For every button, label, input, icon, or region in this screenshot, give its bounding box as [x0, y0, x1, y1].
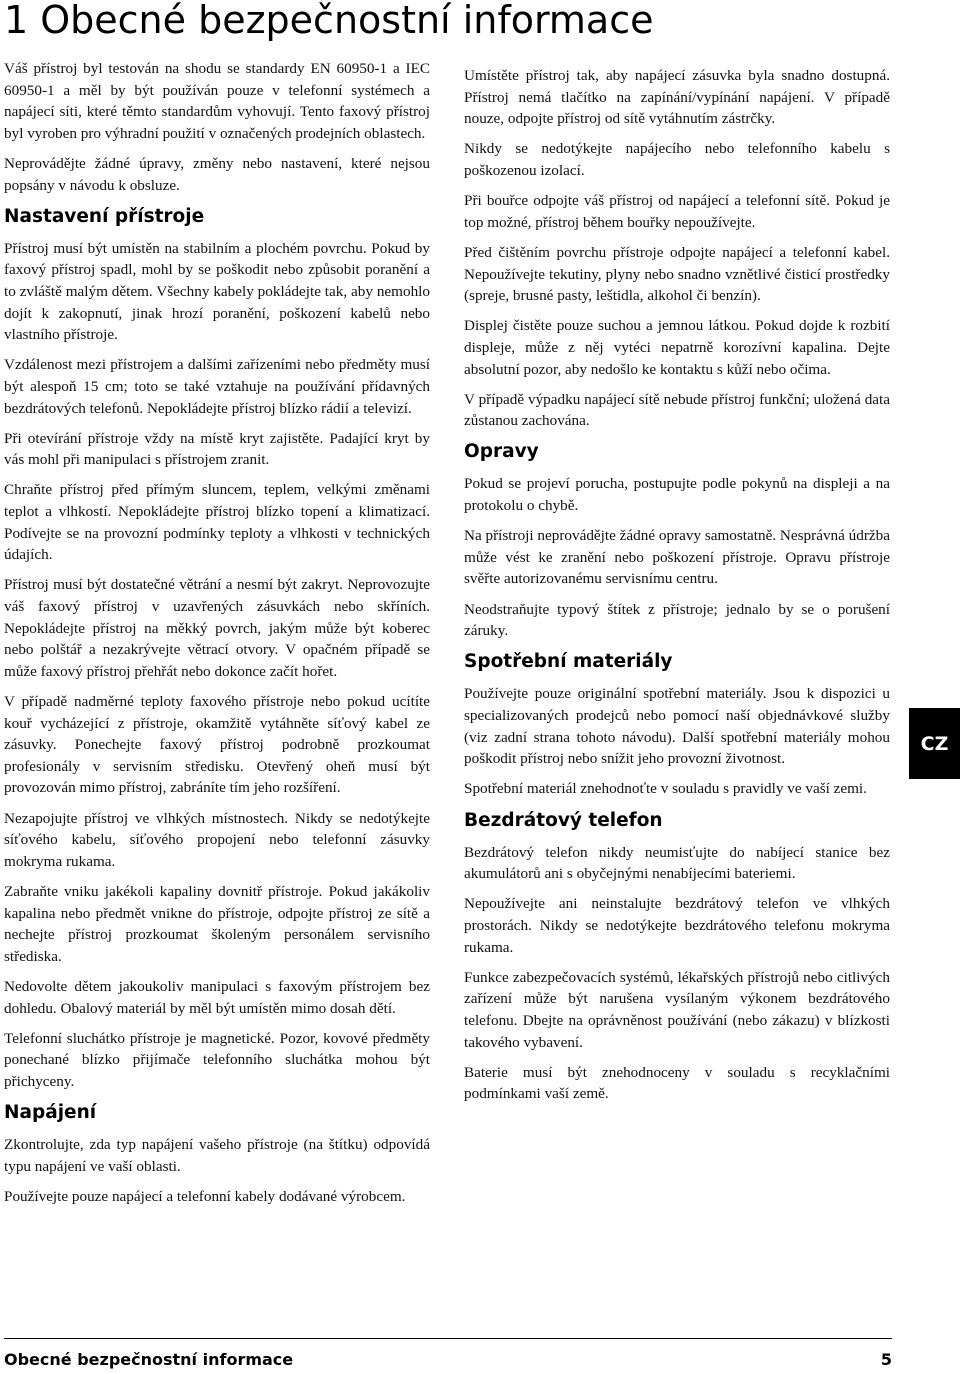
paragraph: Baterie musí být znehodnoceny v souladu s recyklačními podmínkami vaší země.	[464, 1063, 890, 1103]
paragraph: Před čištěním povrchu přístroje odpojte napájecí a telefonní kabel. Nepoužívejte tekutiny, plyny nebo snadno vznětlivé čisticí prostředky (spreje, brusné pasty, leštidla, alkohol či benzín).	[464, 243, 890, 305]
left-column	[4, 58, 430, 1216]
language-tab: CZ	[909, 708, 960, 779]
footer-title: Obecné bezpečnostní informace	[4, 1350, 294, 1369]
paragraph: Funkce zabezpečovacích systémů, lékařských přístrojů nebo citlivých zařízení může být narušena vysílaným výkonem bezdrátového telefonu. Dbejte na oprávněnost používání (nebo zákazu) v blízkosti takového vybavení.	[464, 968, 890, 1051]
page-footer	[4, 1350, 892, 1369]
paragraph: Neprovádějte žádné úpravy, změny nebo nastavení, které nejsou popsány v návodu k obsluze.	[4, 154, 430, 194]
section-heading: Napájení	[4, 1102, 97, 1124]
paragraph: Neodstraňujte typový štítek z přístroje; jednalo by se o porušení záruky.	[464, 600, 890, 640]
section-heading: Spotřební materiály	[464, 651, 673, 673]
section-heading: Opravy	[464, 441, 539, 463]
paragraph: Zabraňte vniku jakékoli kapaliny dovnitř přístroje. Pokud jakákoliv kapalina nebo předmět vnikne do přístroje, odpojte přístroj ze sítě a nechejte přístroj prozkoumat školeným personálem servisního střediska.	[4, 882, 430, 965]
section-heading: Nastavení přístroje	[4, 205, 205, 227]
paragraph: Přístroj musí být dostatečné větrání a nesmí být zakryt. Neprovozujte váš faxový přístroj v uzavřených zásuvkách nebo skříních. Nepokládejte přístroj na měkký povrch, jakým může být koberec nebo polštář a nezakrývejte větrací otvory. V opačném případě se může faxový přístroj přehřát nebo dokonce začít hořet.	[4, 576, 430, 680]
paragraph: Váš přístroj byl testován na shodu se standardy EN 60950-1 a IEC 60950-1 a měl by být používán pouze v telefonní systémech a napájecí síti, které těmto standardům vyhovují. Tento faxový přístroj byl vyroben pro výhradní použití v označených prodejních oblastech.	[4, 60, 430, 142]
section-heading: Bezdrátový telefon	[464, 809, 663, 831]
paragraph: Na přístroji neprovádějte žádné opravy samostatně. Nesprávná údržba může vést ke zranění nebo poškození přístroje. Opravu přístroje svěřte autorizovanému servisnímu centru.	[464, 527, 890, 588]
paragraph: Displej čistěte pouze suchou a jemnou látkou. Pokud dojde k rozbití displeje, může z něj vytéci nepatrně korozívní kapalina. Dejte absolutní pozor, aby nedošlo ke kontaktu s kůží nebo očima.	[464, 317, 890, 378]
paragraph: Nikdy se nedotýkejte napájecího nebo telefonního kabelu s poškozenou izolací.	[464, 140, 890, 179]
paragraph: Pokud se projeví porucha, postupujte podle pokynů na displeji a na protokolu o chybě.	[464, 475, 890, 515]
paragraph: Nepoužívejte ani neinstalujte bezdrátový telefon ve vlhkých prostorách. Nikdy se nedotýkejte bezdrátového telefonu mokryma rukama.	[464, 895, 890, 956]
paragraph: Při otevírání přístroje vždy na místě kryt zajistěte. Padající kryt by vás mohl při manipulaci s přístrojem zranit.	[4, 429, 430, 469]
paragraph: Používejte pouze originální spotřební materiály. Jsou k dispozici u specializovaných prodejců nebo pomocí naší objednávkové služby (viz zadní strana tohoto návodu). Další spotřební materiály mohou poškodit přístroj nebo snížit jeho provozní životnost.	[464, 685, 890, 768]
paragraph: Chraňte přístroj před přímým sluncem, teplem, velkými změnami teplot a vlhkostí. Nepokládejte přístroj blízko topení a klimatizací. Podívejte se na provozní podmínky teploty a vlhkosti v technických údajích.	[4, 481, 430, 564]
right-column	[464, 65, 890, 1113]
paragraph: V případě výpadku napájecí sítě nebude přístroj funkční; uložená data zůstanou zachována.	[464, 390, 890, 430]
paragraph: Spotřební materiál znehodnoťte v souladu s pravidly ve vaší zemi.	[464, 780, 867, 798]
paragraph: Nedovolte dětem jakoukoliv manipulaci s faxovým přístrojem bez dohledu. Obalový materiál by měl být umístěn mimo dosah dětí.	[4, 977, 430, 1017]
footer-divider	[4, 1338, 892, 1339]
paragraph: Vzdálenost mezi přístrojem a dalšími zařízeními nebo předměty musí být alespoň 15 cm; toto se také vztahuje na používání přídavných bezdrátových telefonů. Nepokládejte přístroj blízko rádií a televizí.	[4, 356, 430, 417]
paragraph: Zkontrolujte, zda typ napájení vašeho přístroje (na štítku) odpovídá typu napájení ve vaší oblasti.	[4, 1136, 430, 1175]
paragraph: Bezdrátový telefon nikdy neumisťujte do nabíjecí stanice bez akumulátorů ani s obyčejnými nenabíjecími bateriemi.	[464, 843, 890, 883]
paragraph: Umístěte přístroj tak, aby napájecí zásuvka byla snadno dostupná. Přístroj nemá tlačítko na zapínání/vypínání napájení. V případě nouze, odpojte přístroj od sítě vytáhnutím zástrčky.	[464, 67, 890, 128]
paragraph: Telefonní sluchátko přístroje je magnetické. Pozor, kovové předměty ponechané blízko přijímače telefonního sluchátka mohou být přichyceny.	[4, 1029, 430, 1090]
page-number: 5	[880, 1350, 892, 1369]
paragraph: Nezapojujte přístroj ve vlhkých místnostech. Nikdy se nedotýkejte síťového kabelu, síťového propojení nebo telefonní zásuvky mokryma rukama.	[4, 809, 430, 870]
paragraph: Při bouřce odpojte váš přístroj od napájecí a telefonní sítě. Pokud je top možné, přístroj během bouřky nepoužívejte.	[464, 192, 890, 231]
paragraph: V případě nadměrné teploty faxového přístroje nebo pokud ucítíte kouř vycházející z přístroje, okamžitě vytáhněte síťový kabel ze zásuvky. Ponechejte faxový přístroj podrobně prozkoumat profesionály v servisním středisku. Otevřený oheň musí být provozován mimo přístroj, zabráníte tím jeho rozšíření.	[4, 693, 430, 797]
paragraph: Používejte pouze napájecí a telefonní kabely dodávané výrobcem.	[4, 1187, 406, 1205]
page-title: 1 Obecné bezpečnostní informace	[4, 0, 654, 42]
paragraph: Přístroj musí být umístěn na stabilním a plochém povrchu. Pokud by faxový přístroj spadl, mohl by se poškodit nebo způsobit poranění a to zvláště malým dětem. Všechny kabely pokládejte tak, aby nemohlo dojít k zakopnutí, jinak hrozí poranění, poškození kabelů nebo vlastního přístroje.	[4, 239, 430, 344]
